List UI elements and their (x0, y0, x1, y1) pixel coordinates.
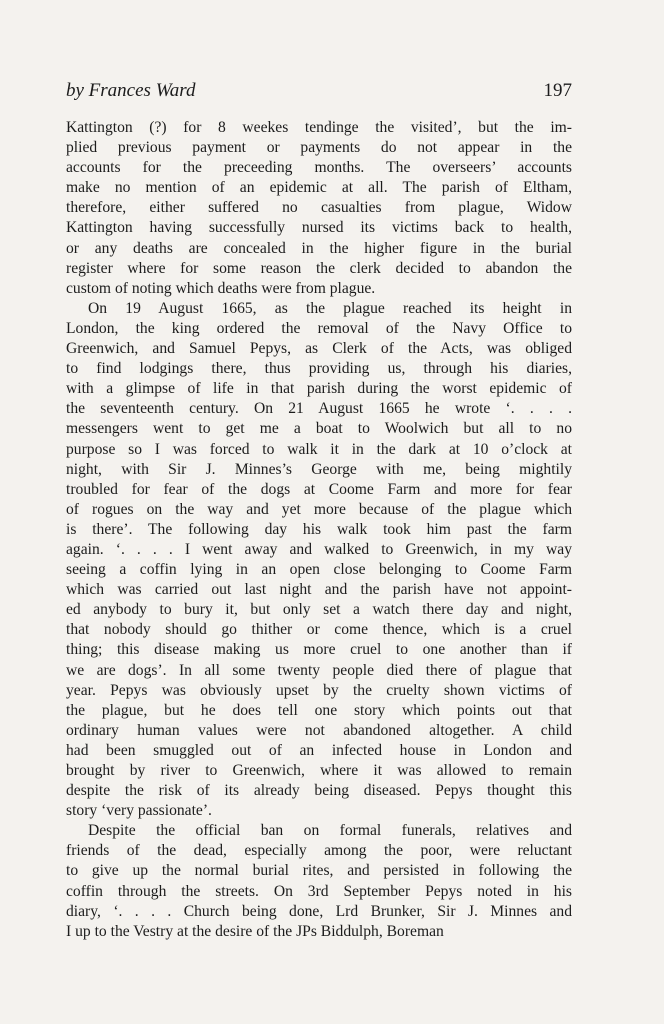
text-line: London, the king ordered the removal of the Navy Office to (66, 319, 572, 337)
text-line: accounts for the preceeding months. The overseers’ accounts (66, 159, 572, 177)
text-line: ordinary human values were not abandoned altogether. A child (66, 721, 572, 739)
text-line: to give up the normal burial rites, and persisted in following the (66, 862, 572, 880)
text-line: story ‘very passionate’. (66, 802, 212, 820)
text-line: Kattington (?) for 8 weekes tendinge the visited’, but the im- (66, 119, 572, 136)
text-line: seeing a coffin lying in an open close belonging to Coome Farm (66, 561, 572, 579)
text-line: that nobody should go thither or come thence, which is a cruel (66, 621, 572, 639)
text-line: Greenwich, and Samuel Pepys, as Clerk of the Acts, was obliged (66, 340, 572, 358)
text-line: make no mention of an epidemic at all. The parish of Eltham, (66, 179, 572, 197)
text-line: with a glimpse of life in that parish during the worst epidemic of (66, 380, 572, 398)
text-line: is there’. The following day his walk took him past the farm (66, 520, 572, 538)
text-line: On 19 August 1665, as the plague reached its height in (88, 299, 572, 317)
text-line: we are dogs’. In all some twenty people died there of plague that (66, 661, 572, 679)
text-line: therefore, either suffered no casualties from plague, Widow (66, 199, 572, 217)
text-line: night, with Sir J. Minnes’s George with me, being mightily (66, 460, 572, 478)
text-line: coffin through the streets. On 3rd September Pepys noted in his (66, 882, 572, 900)
text-line: year. Pepys was obviously upset by the cruelty shown victims of (66, 681, 572, 699)
text-line: Despite the official ban on formal funerals, relatives and (88, 822, 572, 840)
text-line: or any deaths are concealed in the higher figure in the burial (66, 239, 572, 257)
text-line: to find lodgings there, thus providing us, through his diaries, (66, 360, 572, 378)
text-line: had been smuggled out of an infected house in London and (66, 741, 572, 759)
running-head (66, 80, 572, 102)
text-line: of rogues on the way and yet more because of the plague which (66, 500, 572, 518)
text-line: ed anybody to bury it, but only set a watch there day and night, (66, 601, 572, 619)
text-line: despite the risk of its already being diseased. Pepys thought this (66, 782, 572, 800)
page-number: 197 (543, 80, 572, 101)
paragraph (66, 821, 572, 942)
paragraph (66, 118, 572, 299)
text-line: plied previous payment or payments do not appear in the (66, 139, 572, 157)
text-line: messengers went to get me a boat to Woolwich but all to no (66, 420, 572, 438)
text-line: again. ‘. . . . I went away and walked to Greenwich, in my way (66, 540, 572, 558)
text-line: I up to the Vestry at the desire of the JPs Biddulph, Boreman (66, 922, 444, 940)
body-text (66, 118, 572, 942)
running-head-author: by Frances Ward (66, 80, 196, 101)
text-line: which was carried out last night and the parish have not appoint- (66, 581, 572, 599)
text-line: custom of noting which deaths were from plague. (66, 279, 376, 297)
text-line: thing; this disease making us more cruel to one another than if (66, 641, 572, 659)
text-line: the plague, but he does tell one story which points out that (66, 701, 572, 719)
paragraph (66, 299, 572, 821)
text-line: register where for some reason the clerk decided to abandon the (66, 259, 572, 277)
text-line: the seventeenth century. On 21 August 1665 he wrote ‘. . . . (66, 400, 572, 418)
text-line: Kattington having successfully nursed its victims back to health, (66, 219, 572, 237)
text-line: purpose so I was forced to walk it in the dark at 10 o’clock at (66, 440, 572, 458)
text-line: friends of the dead, especially among the poor, were reluctant (66, 842, 572, 860)
text-line: troubled for fear of the dogs at Coome Farm and more for fear (66, 480, 572, 498)
text-line: brought by river to Greenwich, where it was allowed to remain (66, 762, 572, 779)
text-line: diary, ‘. . . . Church being done, Lrd Brunker, Sir J. Minnes and (66, 902, 572, 920)
